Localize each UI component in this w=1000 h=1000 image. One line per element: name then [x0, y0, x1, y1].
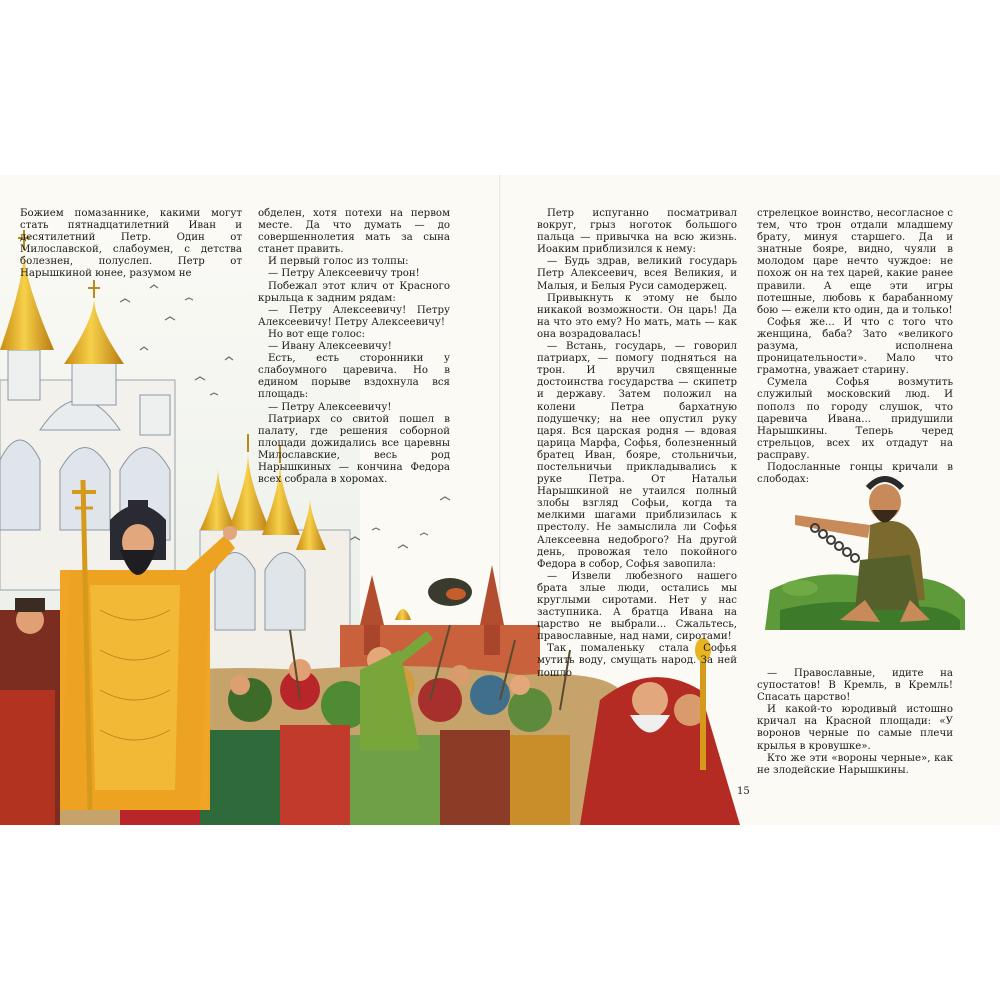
paragraph: Петр испуганно посматривал вокруг, грыз ноготок большого пальца — привычка на всю жизнь. Иоаким приблизился к нему:	[537, 208, 737, 256]
paragraph: Так помаленьку стала Софья мутить воду, смущать народ. За ней пошло	[537, 643, 737, 679]
paragraph: И какой-то юродивый истошно кричал на Красной площади: «У воронов черные по самые плечи крылья в кровушке».	[757, 704, 953, 752]
paragraph: — Встань, государь, — говорил патриарх, — помогу подняться на трон. И вручил священные достоинства государства — скипетр и державу. Затем положил на колени Петра бархатную подушечку; на нее опустил руку царя. Вся царская родня — вдовая царица Марфа, Софья, болезненный братец Иван, бояре, стольничьи, постельничьи прикладывались к руке Петра. От Натальи Нарышкиной не утаился полный злобы взгляд Софьи, когда та мелкими шагами приблизилась к престолу. Не замыслила ли Софья Алексеевна недоброго? На другой день, провожая тело покойного Федора в собор, Софья завопила:	[537, 341, 737, 570]
text-column-3	[537, 208, 737, 680]
paragraph: — Петру Алексеевичу! Петру Алексеевичу! Петру Алексеевичу!	[258, 304, 450, 328]
paragraph: Побежал этот клич от Красного крыльца к задним рядам:	[258, 280, 450, 304]
text-column-5	[757, 668, 953, 777]
paragraph: Подосланные гонцы кричали в слободах:	[757, 461, 953, 486]
paragraph: Сумела Софья возмутить служилый московский люд. И пополз по городу слушок, что царевича Ивана... придушили Нарышкины. Теперь черед стрельцов, всех их отдадут на расправу.	[757, 377, 953, 461]
paragraph: Кто же эти «вороны черные», как не злодейские Нарышкины.	[757, 752, 953, 776]
text-column-2	[258, 208, 450, 486]
paragraph: обделен, хотя потехи на первом месте. Да что думать — до совершеннолетия мать за сына станет править.	[258, 208, 450, 256]
holy-fool-illustration	[760, 470, 970, 635]
clergy-left	[0, 598, 60, 825]
paragraph: Есть, есть сторонники у слабоумного царевича. Но в едином порыве вздохнула вся площадь:	[258, 353, 450, 401]
paragraph: Привыкнуть к этому не было никакой возможности. Он царь! Да на что это ему? Но мать, мать — как она возрадовалась!	[537, 292, 737, 340]
paragraph: — Будь здрав, великий государь Петр Алексеевич, всея Великия, и Малыя, и Белыя Руси самодержец.	[537, 256, 737, 292]
paragraph: — Извели любезного нашего брата злые люди, остались мы круглыми сиротами. Нет у нас заступника. А братца Ивана на царство не выбрали... Сжальтесь, православные, над нами, сиротами!	[537, 570, 737, 643]
paragraph: Божием помазаннике, какими могут стать пятнадцатилетний Иван и десятилетний Петр. Один от Милославской, слабоумен, с детства болезнен, полуслеп. Петр от Нарышкиной юнее, разумом не	[20, 208, 242, 280]
paragraph: — Ивану Алексеевичу!	[268, 341, 392, 353]
paragraph: Софья же... И что с того что женщина, баба? Зато «великого разума, исполнена проницательности». Мало что грамотна, уважает старину.	[757, 316, 953, 377]
paragraph: Патриарх со свитой пошел в палату, где решения соборной площади дожидались все царевны Милославские, весь род Нарышкиных — кончина Федора всех собрала в хоромах.	[258, 413, 450, 486]
paragraph: И первый голос из толпы:	[268, 256, 409, 268]
text-column-1	[20, 208, 242, 281]
paragraph: стрелецкое воинство, несогласное с тем, что трон отдали младшему брату, минуя старшего. Да и знатные бояре, видно, чуяли в молодом царе нечто чуждое: не похож он на тех царей, какие ранее правили. А еще эти игры потешные, любовь к барабанному бою — ежели кто один, да и только!	[757, 208, 953, 316]
paragraph: — Петру Алексеевичу!	[268, 401, 392, 413]
page-number: 15	[737, 786, 750, 797]
paragraph: Но вот еще голос:	[268, 328, 365, 340]
text-column-4	[757, 208, 953, 486]
paragraph: — Петру Алексеевичу трон!	[268, 268, 420, 280]
paragraph: — Православные, идите на супостатов! В Кремль, в Кремль! Спасать царство!	[757, 668, 953, 704]
